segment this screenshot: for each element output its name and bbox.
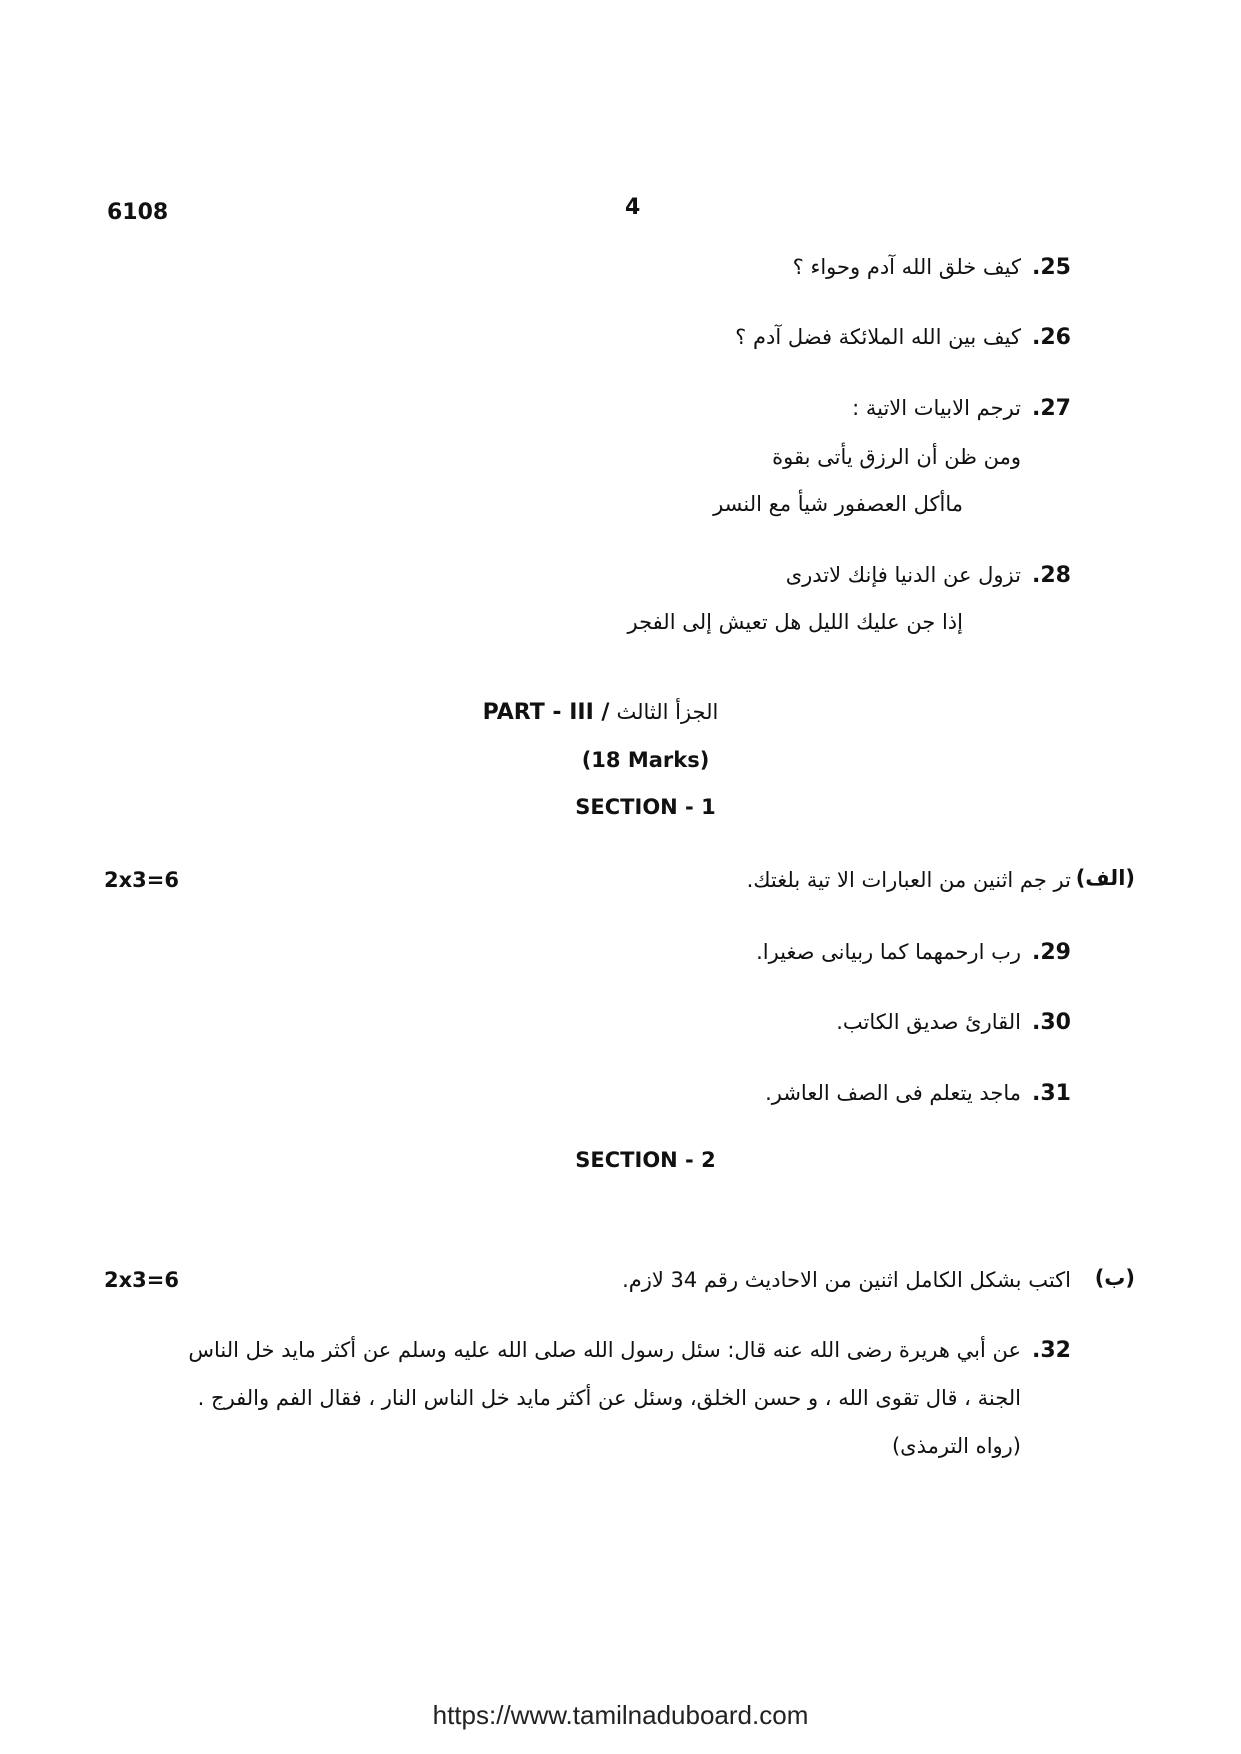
question-number-29: .29 [1032,940,1071,965]
question-text-25: كيف خلق الله آدم وحواء ؟ [792,255,1021,279]
hadith-source: (رواه الترمذى) [891,1434,1021,1458]
question-text-26: كيف بين الله الملائكة فضل آدم ؟ [735,325,1021,349]
question-number-25: .25 [1032,255,1071,280]
section-2-heading: SECTION - 2 [575,1148,716,1172]
question-text-29: رب ارحمهما كما ربيانى صغيرا. [756,940,1021,964]
question-text-30: القارئ صديق الكاتب. [836,1010,1021,1034]
part-marks: (18 Marks) [581,748,710,772]
footer-url[interactable]: https://www.tamilnaduboard.com [432,1700,809,1730]
section-2-instruction: اكتب بشكل الكامل اثنين من الاحاديث رقم 34 لازم. [622,1268,1071,1292]
verse-28: إذا جن عليك الليل هل تعيش إلى الفجر [627,610,963,634]
question-number-30: .30 [1032,1010,1071,1035]
part-title-ar: الجزأ الثالث [616,700,719,724]
verse-27-line-1: ومن ظن أن الرزق يأتى بقوة [772,445,1021,469]
hadith-line-1: عن أبي هريرة رضى الله عنه قال: سئل رسول الله صلى الله عليه وسلم عن أكثر مايد خل الناس [188,1338,1021,1362]
question-number-26: .26 [1032,325,1071,350]
hadith-line-2: الجنة ، قال تقوى الله ، و حسن الخلق، وسئل عن أكثر مايد خل الناس النار ، فقال الفم والفرج . [197,1386,1021,1410]
part-title [0,700,1241,725]
verse-27-line-2: ماأكل العصفور شيأ مع النسر [713,492,963,516]
page-number: 4 [625,195,641,220]
question-number-28: .28 [1032,563,1071,588]
section-2-label: (ب) [1094,1266,1135,1290]
section-2-marks: 2x3=6 [104,1268,179,1292]
question-text-27: ترجم الابيات الاتية : [852,396,1021,420]
section-1-label: (الف) [1075,866,1135,890]
question-number-32: .32 [1032,1338,1071,1363]
paper-code: 6108 [107,200,169,225]
question-text-31: ماجد يتعلم فى الصف العاشر. [765,1081,1021,1105]
part-title-en: PART - III / [482,700,610,725]
section-1-instruction: تر جم اثنين من العبارات الا تية بلغتك. [746,868,1071,892]
section-1-marks: 2x3=6 [104,868,179,892]
question-number-31: .31 [1032,1081,1071,1106]
question-number-27: .27 [1032,396,1071,421]
question-text-28: تزول عن الدنيا فإنك لاتدرى [785,563,1021,587]
section-1-heading: SECTION - 1 [575,795,716,819]
